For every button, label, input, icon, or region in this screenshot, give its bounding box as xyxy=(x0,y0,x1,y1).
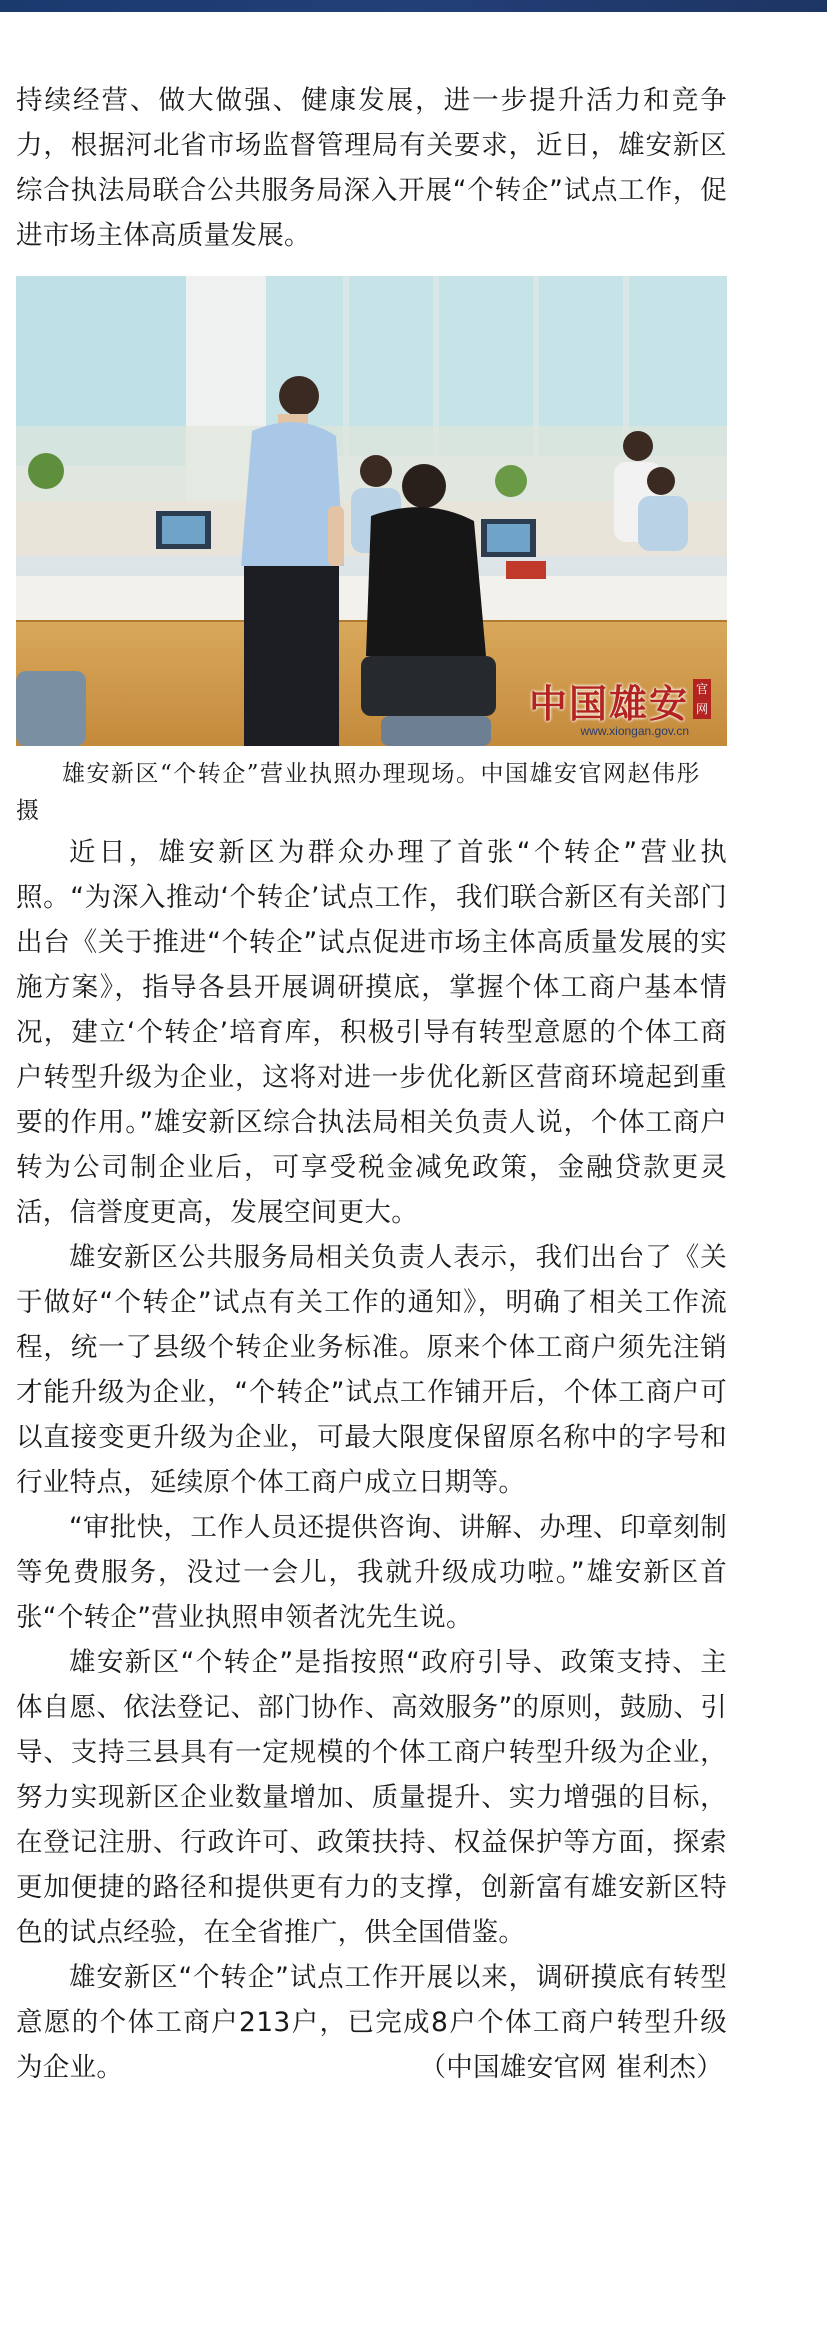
top-banner-bar xyxy=(0,0,827,12)
body-paragraph: “审批快，工作人员还提供咨询、讲解、办理、印章刻制等免费服务，没过一会儿，我就升级成功啦。”雄安新区首张“个转企”营业执照申领者沈先生说。 xyxy=(16,1512,727,1633)
body-paragraph: 近日，雄安新区为群众办理了首张“个转企”营业执照。“为深入推动‘个转企’试点工作，我们联合新区有关部门出台《关于推进“个转企”试点促进市场主体高质量发展的实施方案》，指导各县开展调研摸底，掌握个体工商户基本情况，建立‘个转企’培育库，积极引导有转型意愿的个体工商户转型升级为企业，这将对进一步优化新区营商环境起到重要的作用。”雄安新区综合执法局相关负责人说，个体工商户转为公司制企业后，可享受税金减免政策，金融贷款更灵活，信誉度更高，发展空间更大。 xyxy=(16,837,727,1228)
watermark-url: www.xiongan.gov.cn xyxy=(580,724,689,738)
body-paragraph: 雄安新区公共服务局相关负责人表示，我们出台了《关于做好“个转企”试点有关工作的通知》，明确了相关工作流程，统一了县级个转企业务标准。原来个体工商户须先注销才能升级为企业，“个转企”试点工作铺开后，个体工商户可以直接变更升级为企业，可最大限度保留原名称中的字号和行业特点，延续原个体工商户成立日期等。 xyxy=(16,1242,727,1498)
article-byline: （中国雄安官网 崔利杰） xyxy=(419,2052,723,2083)
watermark-seal: 官网 xyxy=(693,679,711,719)
intro-paragraph: 持续经营、做大做强、健康发展，进一步提升活力和竞争力，根据河北省市场监督管理局有关要求，近日，雄安新区综合执法局联合公共服务局深入开展“个转企”试点工作，促进市场主体高质量发展。 xyxy=(16,85,727,251)
photo-watermark xyxy=(529,673,711,738)
body-paragraph: 雄安新区“个转企”是指按照“政府引导、政策支持、主体自愿、依法登记、部门协作、高效服务”的原则，鼓励、引导、支持三县具有一定规模的个体工商户转型升级为企业，努力实现新区企业数量增加、质量提升、实力增强的目标，在登记注册、行政许可、政策扶持、权益保护等方面，探索更加便捷的路径和提供更有力的支撑，创新富有雄安新区特色的试点经验，在全省推广，供全国借鉴。 xyxy=(16,1647,727,1948)
article-photo xyxy=(16,276,727,746)
article-body xyxy=(16,78,727,2090)
watermark-logo: 中国雄安 xyxy=(528,681,689,726)
closing-text: 雄安新区“个转企”试点工作开展以来，调研摸底有转型意愿的个体工商户213户，已完成8户个体工商户转型升级为企业。 xyxy=(16,1962,727,2083)
closing-paragraph xyxy=(16,1955,727,2090)
photo-caption: 雄安新区“个转企”营业执照办理现场。中国雄安官网赵伟彤 摄 xyxy=(16,761,702,824)
